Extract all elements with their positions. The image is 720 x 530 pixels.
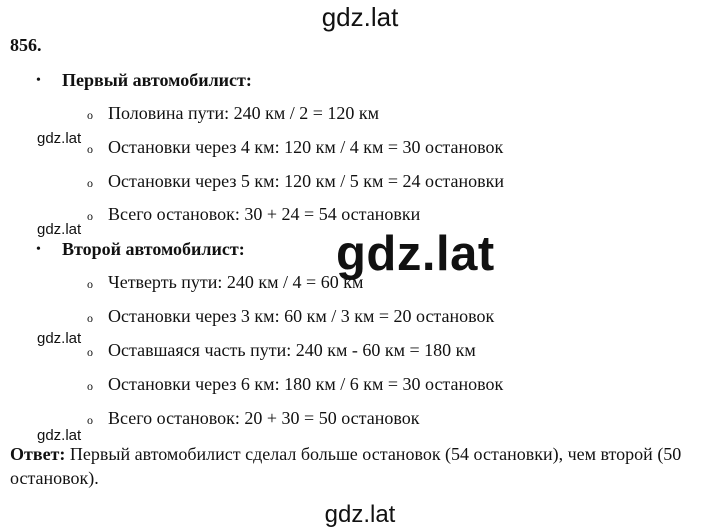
list-marker-icon: o — [87, 142, 93, 156]
list-item: Четверть пути: 240 км / 4 = 60 км — [108, 272, 364, 292]
bullet-icon: • — [36, 242, 41, 257]
list-item: Остановки через 5 км: 120 км / 5 км = 24 остановки — [108, 171, 505, 191]
list-item: Оставшаяся часть пути: 240 км - 60 км = 180 км — [108, 340, 476, 360]
section-heading-first: Первый автомобилист: — [62, 70, 252, 90]
watermark-small: gdz.lat — [37, 130, 82, 147]
watermark-bottom: gdz.lat — [324, 501, 396, 528]
list-marker-icon: o — [87, 209, 93, 223]
list-marker-icon: o — [87, 176, 93, 190]
watermark-top: gdz.lat — [321, 2, 399, 32]
list-item: Остановки через 4 км: 120 км / 4 км = 30 остановок — [108, 137, 504, 157]
watermark-small: gdz.lat — [37, 330, 82, 347]
list-marker-icon: o — [87, 379, 93, 393]
section-heading-second: Второй автомобилист: — [62, 239, 245, 259]
answer-paragraph — [10, 442, 710, 490]
list-marker-icon: o — [87, 345, 93, 359]
list-item: Остановки через 6 км: 180 км / 6 км = 30 остановок — [108, 374, 504, 394]
list-item: Остановки через 3 км: 60 км / 3 км = 20 остановок — [108, 306, 495, 326]
watermark-small: gdz.lat — [37, 221, 82, 238]
answer-text: Первый автомобилист сделал больше остановок (54 остановки), чем второй (50 остановок). — [10, 444, 682, 488]
watermark-center: gdz.lat — [336, 227, 495, 281]
list-item: Половина пути: 240 км / 2 = 120 км — [108, 103, 380, 123]
list-marker-icon: o — [87, 413, 93, 427]
list-marker-icon: o — [87, 311, 93, 325]
answer-label: Ответ: — [10, 444, 66, 464]
list-item: Всего остановок: 30 + 24 = 54 остановки — [108, 204, 421, 224]
list-marker-icon: o — [87, 277, 93, 291]
bullet-icon: • — [36, 73, 41, 88]
list-item: Всего остановок: 20 + 30 = 50 остановок — [108, 408, 420, 428]
watermark-small: gdz.lat — [37, 427, 82, 444]
list-marker-icon: o — [87, 108, 93, 122]
problem-number: 856. — [10, 35, 42, 55]
